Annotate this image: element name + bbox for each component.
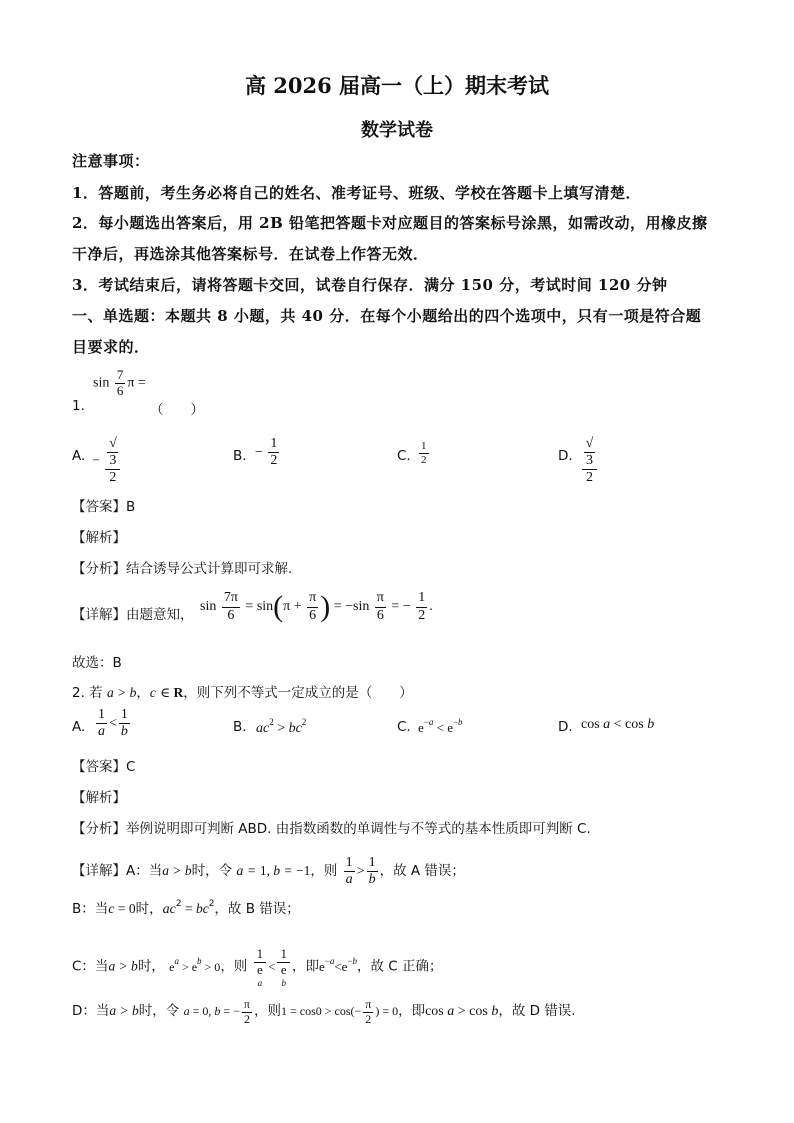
q1-fenxi-label: 【分析】 (72, 561, 126, 577)
q1-detail-label: 【详解】 (72, 607, 126, 623)
q2-detail-a-values-4: −1 (296, 862, 311, 878)
q1-option-c-value: $\frac{1}{2}$ (421, 440, 427, 466)
q2-detail-c-result: $e^{-a}<e^{-b}$ (318, 955, 357, 974)
q1-option-b-label: B. (233, 448, 247, 464)
q1-option-b-value: − $\frac{1}{2}$ (255, 436, 278, 469)
q2-detail-c-exp: $e^a > e^b > 0$ (169, 955, 221, 974)
q2-detail-b (72, 897, 300, 918)
q1-number: 1. (72, 398, 85, 414)
q2-detail-a (72, 855, 465, 888)
q2-detail-d-result: cos a > cos b (425, 1004, 499, 1020)
q2-detail-a-values: a = (236, 863, 260, 879)
q2-detail-c-cond: a > b (108, 958, 138, 974)
q2-detail-b-eq: ac (162, 902, 176, 917)
q2-detail-d-mid: 时，令 (138, 1003, 180, 1020)
exam-title: 高 2026 届高一（上）期末考试 (244, 73, 550, 98)
q2-detail-d-pre: D：当 (72, 1003, 110, 1020)
q2-detail-d-chain: 1 = cos0 > cos(− $\frac{\pi}{2}$ ) = 0 (280, 997, 399, 1026)
q2-answer-label: 【答案】 (72, 759, 126, 775)
q1-detail (72, 603, 194, 623)
q2-detail-b-post: ，故 B 错误； (214, 901, 300, 917)
q2-detail-b-cond-2: = 0 (114, 901, 136, 916)
q1-option-a-value: − √ 3 2 (92, 436, 122, 486)
q1-fenxi-text: 结合诱导公式计算即可求解. (126, 561, 293, 577)
q2-detail-d-mid3: ，即 (398, 1003, 426, 1020)
q1-answer-value: B (126, 499, 136, 515)
q2-detail-a-cond: a > b (162, 862, 192, 878)
q2-condition-1: a > b (106, 685, 137, 700)
q2-answer-value: C (126, 759, 136, 775)
q2-detail-label: 【详解】 (72, 862, 126, 879)
section-1-heading-line-1: 一、单选题：本题共 8 小题，共 40 分．在每个小题给出的四个选项中，只有一项是符合题 (72, 307, 702, 325)
q2-stem-mid: ， (136, 685, 150, 701)
q2-stem-post: ，则下列不等式一定成立的是（ ） (183, 685, 413, 701)
q2-detail-a-values-2: 1, (259, 862, 270, 878)
q1-fenxi (72, 557, 292, 577)
q2-option-b-value: $ac^2 > bc^2$ (256, 717, 307, 736)
q2-detail-d-mid2: ，则 (253, 1003, 281, 1020)
q2-detail-b-mid: 时， (135, 901, 163, 917)
q2-detail-c-post: ，故 C 正确； (357, 958, 443, 975)
q2-detail-c (72, 947, 443, 988)
notice-item-2-line-2: 干净后，再选涂其他答案标号．在试卷上作答无效． (72, 245, 429, 263)
q1-option-d-value: √ 3 2 (580, 436, 599, 486)
q2-fenxi-label: 【分析】 (72, 821, 126, 837)
q1-option-d-label: D. (558, 448, 573, 464)
q2-detail-c-mid: 时， (137, 958, 165, 975)
notice-heading: 注意事项： (72, 152, 150, 170)
q2-detail-c-mid3: ，即 (291, 958, 319, 975)
q2-option-d-label: D. (558, 719, 573, 735)
q2-stem (72, 681, 413, 701)
q2-detail-a-values-3: b = (270, 862, 296, 878)
q1-option-c-label: C. (397, 448, 411, 464)
q2-option-c-label: C. (397, 719, 411, 735)
q2-fenxi (72, 817, 591, 837)
q2-detail-d-values: a = 0, b = − $\frac{\pi}{2}$ (183, 997, 250, 1026)
q2-detail-a-mid2: ，则 (310, 862, 338, 879)
q2-fenxi-text: 举例说明即可判断 ABD. 由指数函数的单调性与不等式的基本性质即可判断 C. (126, 821, 591, 837)
q2-analysis-label: 【解析】 (72, 790, 126, 806)
q2-detail-c-frac: 1 e a < 1 e b (252, 959, 292, 974)
q2-detail-c-pre: C：当 (72, 958, 109, 975)
q1-answer-label: 【答案】 (72, 499, 126, 515)
q1-analysis-label: 【解析】 (72, 530, 126, 546)
q2-detail-a-post: ，故 A 错误； (379, 862, 465, 879)
q2-option-c-value: $e^{-a} < e^{-b}$ (418, 717, 463, 735)
q1-answer (72, 495, 135, 515)
q2-answer (72, 755, 135, 775)
q1-expression: sin $\frac{7}{6}$ π = (93, 367, 146, 398)
q1-option-a-label: A. (72, 448, 86, 464)
q2-detail-a-mid: 时，令 (191, 862, 233, 879)
q2-detail-c-mid2: ，则 (220, 958, 248, 975)
q2-detail-b-eq-3: bc (195, 901, 209, 916)
q2-detail-a-pre: A：当 (126, 862, 163, 879)
q2-in-r: ∈ R (160, 685, 184, 700)
q1-conclusion: 故选：B (72, 655, 122, 671)
q2-detail-b-cond: c (108, 902, 115, 917)
section-1-heading-line-2: 目要求的． (72, 338, 150, 356)
q2-option-a-value: $\frac{1}{a}$ < $\frac{1}{b}$ (98, 707, 128, 740)
q2-option-b-label: B. (233, 719, 247, 735)
notice-item-2-line-1: 2．每小题选出答案后，用 2B 铅笔把答题卡对应题目的答案标号涂黑，如需改动，用橡皮擦 (72, 214, 708, 232)
q2-detail-d-post: ，故 D 错误. (498, 1003, 576, 1020)
q2-stem-pre: 2. 若 (72, 685, 103, 701)
q1-detail-intro: 由题意知， (126, 607, 194, 623)
exam-subtitle: 数学试卷 (361, 120, 433, 141)
q1-blank: （ ） (150, 402, 204, 418)
q2-detail-b-sup-1: 2 (175, 899, 182, 909)
q2-condition-2: c (149, 685, 156, 700)
notice-item-1: 1．答题前，考生务必将自己的姓名、准考证号、班级、学校在答题卡上填写清楚． (72, 184, 641, 202)
q2-option-d-value: cos a < cos b (581, 717, 655, 732)
q2-detail-b-sup-2: 2 (208, 899, 215, 909)
q1-detail-formula: sin $\frac{7\pi}{6}$ = sin(π + $\frac{\pi}{6}$ ) = −sin $\frac{\pi}{6}$ = − $\frac{1}{2}$ . (200, 590, 433, 623)
q2-detail-d-cond: a > b (109, 1003, 139, 1019)
q2-detail-b-eq-2: = (181, 901, 196, 916)
q2-detail-d (72, 998, 576, 1027)
q2-option-a-label: A. (72, 719, 86, 735)
notice-item-3: 3．考试结束后，请将答题卡交回，试卷自行保存．满分 150 分，考试时间 120 分钟 (72, 276, 668, 294)
q2-detail-b-pre: B：当 (72, 901, 109, 917)
q2-detail-a-ineq: $\frac{1}{a}$ > $\frac{1}{b}$ (345, 855, 376, 888)
